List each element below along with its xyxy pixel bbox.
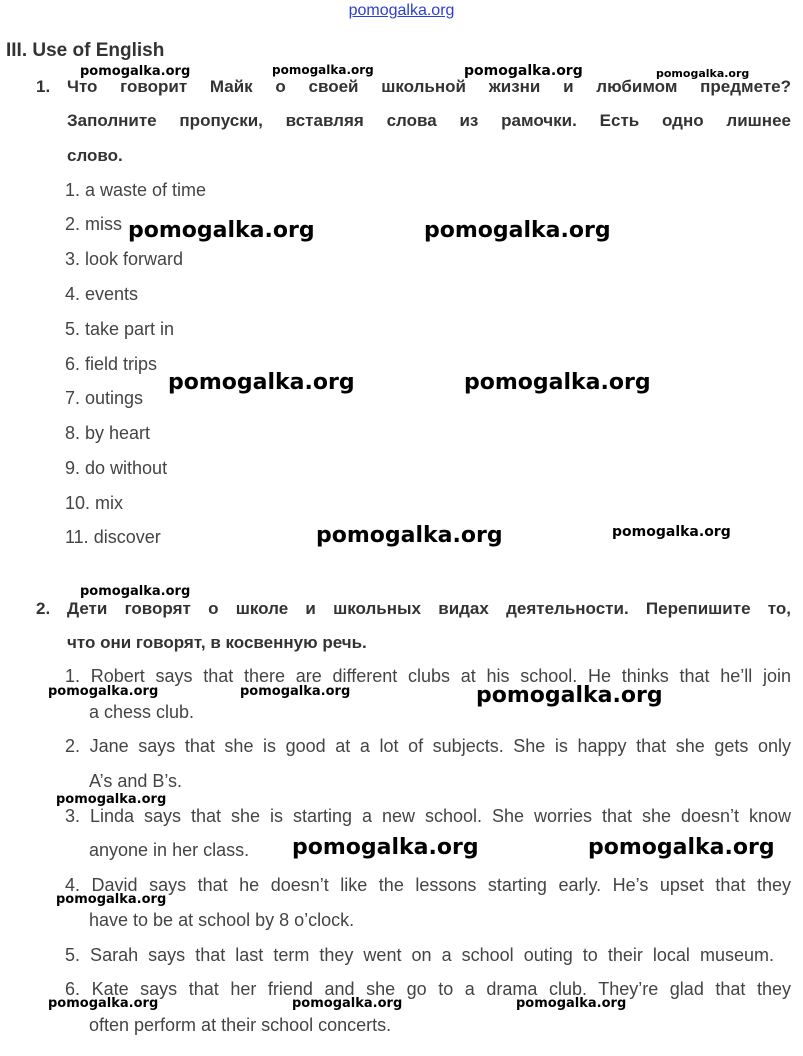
word-list-item: 11. discover (65, 527, 161, 547)
watermark: pomogalka.org (516, 996, 627, 1011)
watermark: pomogalka.org (48, 684, 159, 699)
task2-instruction-line: Дети говорят о школе и школьных видах деятельности. Перепишите то, (67, 599, 791, 618)
watermark: pomogalka.org (56, 892, 167, 907)
watermark: pomogalka.org (476, 683, 663, 708)
watermark: pomogalka.org (464, 63, 583, 79)
sentence-line: have to be at school by 8 o’clock. (89, 910, 355, 930)
watermark: pomogalka.org (316, 523, 503, 548)
task2-number: 2. (36, 599, 51, 618)
watermark: pomogalka.org (128, 218, 315, 243)
task1-instruction-line: Заполните пропуски, вставляя слова из рамочки. Есть одно лишнее (67, 111, 791, 130)
sentence-line: 6. Kate says that her friend and she go to a drama club. They’re glad that they (65, 979, 791, 999)
watermark: pomogalka.org (588, 835, 775, 860)
sentence-line: 5. Sarah says that last term they went on a school outing to their local museum. (65, 945, 774, 965)
word-list-item: 7. outings (65, 388, 144, 408)
watermark: pomogalka.org (56, 792, 167, 807)
watermark: pomogalka.org (168, 370, 355, 395)
sentence-line: 4. David says that he doesn’t like the lessons starting early. He’s upset that they (65, 875, 791, 895)
word-list-item: 6. field trips (65, 354, 158, 374)
watermark: pomogalka.org (656, 67, 750, 80)
word-list-item: 10. mix (65, 493, 124, 513)
watermark: pomogalka.org (272, 63, 374, 77)
task2-instruction-line: что они говорят, в косвенную речь. (67, 633, 367, 652)
task1-instruction-line: Что говорит Майк о своей школьной жизни и любимом предмете? (67, 77, 791, 96)
sentence-line: a chess club. (89, 702, 195, 722)
word-list-item: 2. miss (65, 214, 123, 234)
site-link[interactable]: pomogalka.org (348, 2, 455, 19)
watermark: pomogalka.org (612, 524, 731, 540)
sentence-line: anyone in her class. (89, 840, 250, 860)
watermark: pomogalka.org (240, 684, 351, 699)
word-list-item: 4. events (65, 284, 139, 304)
task1-instruction-line: слово. (67, 146, 123, 165)
sentence-line: 3. Linda says that she is starting a new school. She worries that she doesn’t know (65, 806, 791, 826)
word-list-item: 3. look forward (65, 249, 184, 269)
section-title: III. Use of English (6, 40, 165, 61)
sentence-line: 1. Robert says that there are different clubs at his school. He thinks that he’ll join (65, 666, 791, 686)
word-list-item: 9. do without (65, 458, 168, 478)
sentence-line: A’s and B’s. (89, 771, 183, 791)
watermark: pomogalka.org (464, 370, 651, 395)
word-list-item: 8. by heart (65, 423, 151, 443)
watermark: pomogalka.org (48, 996, 159, 1011)
watermark: pomogalka.org (80, 64, 191, 79)
sentence-line: often perform at their school concerts. (89, 1015, 392, 1035)
watermark: pomogalka.org (424, 218, 611, 243)
task1-number: 1. (36, 77, 51, 96)
watermark: pomogalka.org (292, 835, 479, 860)
watermark: pomogalka.org (80, 584, 191, 599)
word-list-item: 1. a waste of time (65, 180, 207, 200)
watermark: pomogalka.org (292, 996, 403, 1011)
sentence-line: 2. Jane says that she is good at a lot of subjects. She is happy that she gets only (65, 736, 791, 756)
word-list-item: 5. take part in (65, 319, 175, 339)
